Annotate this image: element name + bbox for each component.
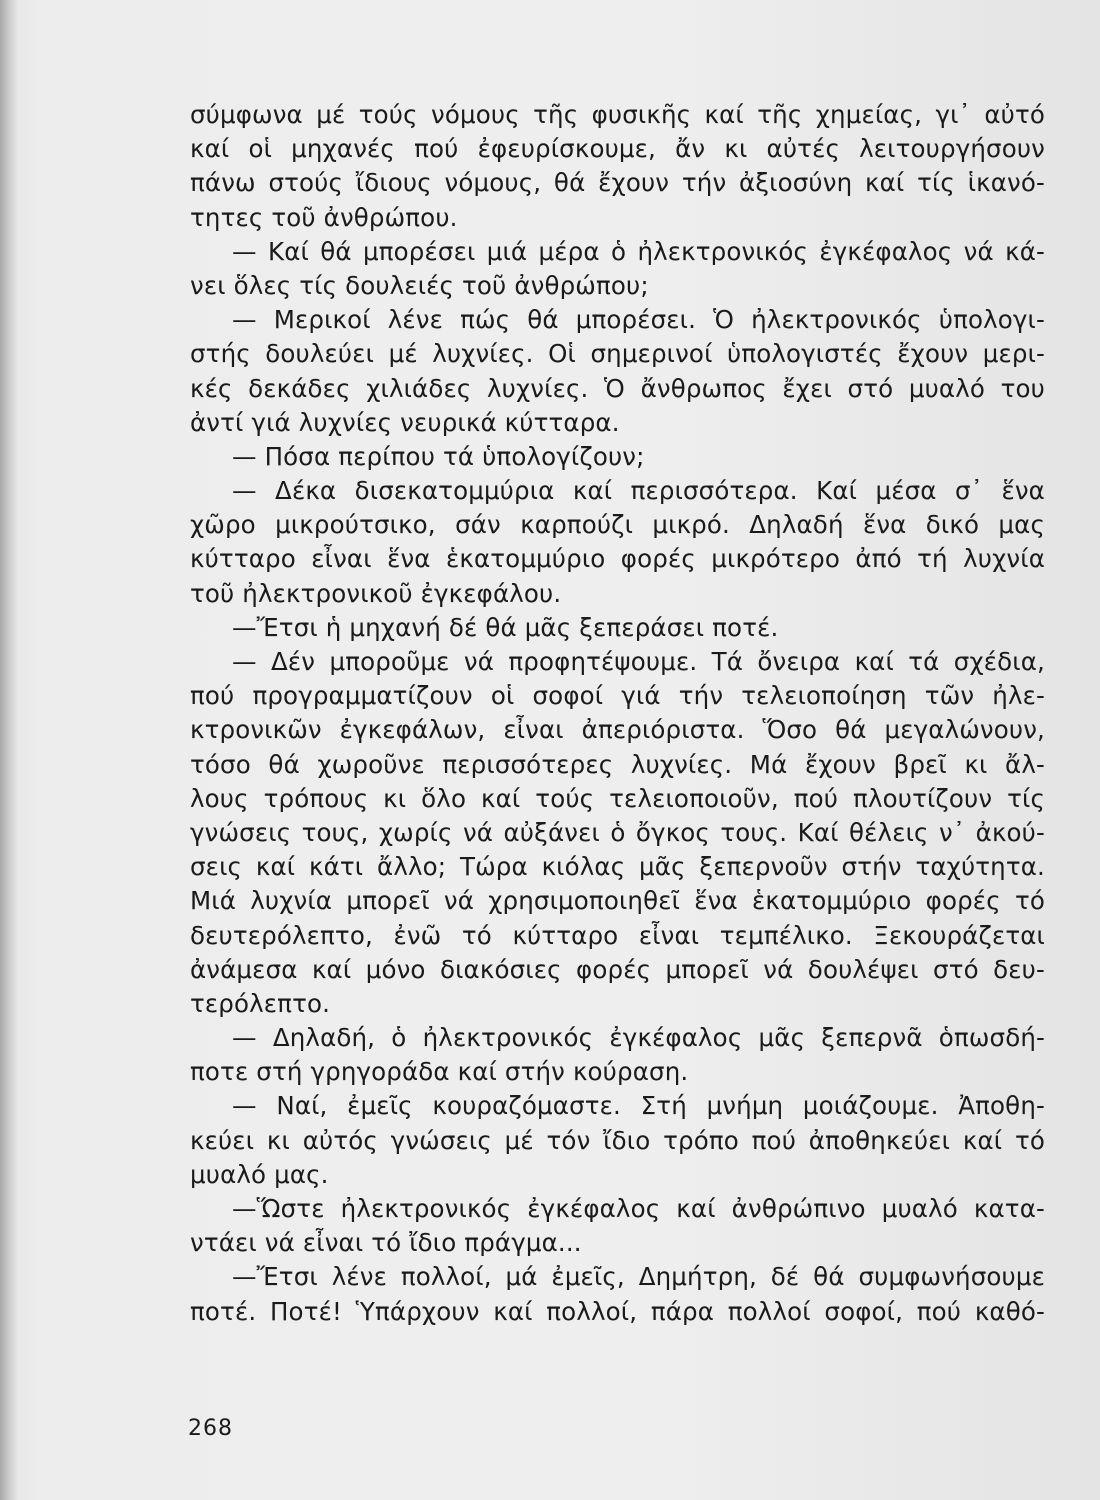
- text-line: — Μερικοί λένε πώς θά μπορέσει. Ὁ ἠλεκτρονικός ὑπολογι-: [232, 305, 1045, 335]
- text-line: Μιά λυχνία μπορεῖ νά χρησιμοποιηθεῖ ἕνα ἑκατομμύριο φορές τό: [190, 886, 1045, 916]
- text-line: χῶρο μικρούτσικο, σάν καρπούζι μικρό. Δηλαδή ἕνα δικό μας: [190, 510, 1045, 540]
- page-number: 268: [188, 1416, 233, 1441]
- text-line: ποτε στή γρηγοράδα καί στήν κούραση.: [190, 1057, 689, 1087]
- text-line: τητες τοῦ ἀνθρώπου.: [190, 202, 458, 232]
- text-line: κεύει κι αὐτός γνώσεις μέ τόν ἴδιο τρόπο πού ἀποθηκεύει καί τό: [190, 1125, 1045, 1155]
- text-line: ντάει νά εἶναι τό ἴδιο πράγμα...: [190, 1228, 582, 1258]
- text-line: — Δηλαδή, ὁ ἠλεκτρονικός ἐγκέφαλος μᾶς ξεπερνᾶ ὁπωσδή-: [232, 1023, 1045, 1053]
- body-text: [190, 98, 1045, 1329]
- text-line: πάνω στούς ἴδιους νόμους, θά ἔχουν τήν ἀξιοσύνη καί τίς ἱκανό-: [190, 168, 1045, 198]
- text-line: —Ἔτσι ἡ μηχανή δέ θά μᾶς ξεπεράσει ποτέ.: [232, 612, 779, 642]
- text-line: δευτερόλεπτο, ἐνῶ τό κύτταρο εἶναι τεμπέλικο. Ξεκουράζεται: [190, 920, 1045, 950]
- text-line: κύτταρο εἶναι ἕνα ἑκατομμύριο φορές μικρότερο ἀπό τή λυχνία: [190, 544, 1045, 574]
- text-line: πού προγραμματίζουν οἱ σοφοί γιά τήν τελειοποίηση τῶν ἠλε-: [190, 681, 1045, 711]
- spine-shadow: [0, 0, 18, 1500]
- text-line: —Ὥστε ἠλεκτρονικός ἐγκέφαλος καί ἀνθρώπινο μυαλό κατα-: [232, 1194, 1045, 1223]
- text-line: στής δουλεύει μέ λυχνίες. Οἱ σημερινοί ὑπολογιστές ἔχουν μερι-: [190, 339, 1045, 369]
- text-line: γνώσεις τους, χωρίς νά αὐξάνει ὁ ὄγκος τους. Καί θέλεις ν᾽ ἀκού-: [190, 817, 1045, 847]
- text-line: τοῦ ἠλεκτρονικοῦ ἐγκεφάλου.: [190, 578, 562, 608]
- text-line: τερόλεπτο.: [190, 988, 331, 1018]
- text-line: ἀντί γιά λυχνίες νευρικά κύτταρα.: [190, 407, 620, 437]
- text-line: λους τρόπους κι ὅλο καί τούς τελειοποιοῦν, πού πλουτίζουν τίς: [190, 783, 1045, 813]
- text-line: — Πόσα περίπου τά ὑπολογίζουν;: [232, 441, 645, 471]
- text-line: μυαλό μας.: [190, 1159, 329, 1189]
- text-line: ποτέ. Ποτέ! Ὑπάρχουν καί πολλοί, πάρα πολλοί σοφοί, πού καθό-: [190, 1296, 1045, 1326]
- text-line: νει ὅλες τίς δουλειές τοῦ ἀνθρώπου;: [190, 270, 649, 300]
- text-line: κτρονικῶν ἐγκεφάλων, εἶναι ἀπεριόριστα. Ὅσο θά μεγαλώνουν,: [190, 715, 1045, 745]
- text-line: — Καί θά μπορέσει μιά μέρα ὁ ἠλεκτρονικός ἐγκέφαλος νά κά-: [232, 236, 1045, 266]
- text-line: τόσο θά χωροῦνε περισσότερες λυχνίες. Μά ἔχουν βρεῖ κι ἄλ-: [190, 749, 1045, 779]
- text-line: —Ἔτσι λένε πολλοί, μά ἐμεῖς, Δημήτρη, δέ θά συμφωνήσουμε: [232, 1262, 1045, 1292]
- text-line: καί οἱ μηχανές πού ἐφευρίσκουμε, ἄν κι αὐτές λειτουργήσουν: [190, 134, 1045, 164]
- text-line: — Ναί, ἐμεῖς κουραζόμαστε. Στή μνήμη μοιάζουμε. Ἀποθη-: [232, 1091, 1045, 1121]
- text-line: σεις καί κάτι ἄλλο; Τώρα κιόλας μᾶς ξεπερνοῦν στήν ταχύτητα.: [190, 852, 1045, 882]
- text-line: ἀνάμεσα καί μόνο διακόσιες φορές μπορεῖ νά δουλέψει στό δευ-: [190, 954, 1045, 984]
- text-line: κές δεκάδες χιλιάδες λυχνίες. Ὁ ἄνθρωπος ἔχει στό μυαλό του: [190, 373, 1045, 403]
- text-line: σύμφωνα μέ τούς νόμους τῆς φυσικῆς καί τῆς χημείας, γι᾽ αὐτό: [190, 100, 1045, 129]
- text-line: — Δέν μποροῦμε νά προφητέψουμε. Τά ὄνειρα καί τά σχέδια,: [232, 647, 1045, 676]
- text-line: — Δέκα δισεκατομμύρια καί περισσότερα. Καί μέσα σ᾽ ἕνα: [232, 476, 1045, 506]
